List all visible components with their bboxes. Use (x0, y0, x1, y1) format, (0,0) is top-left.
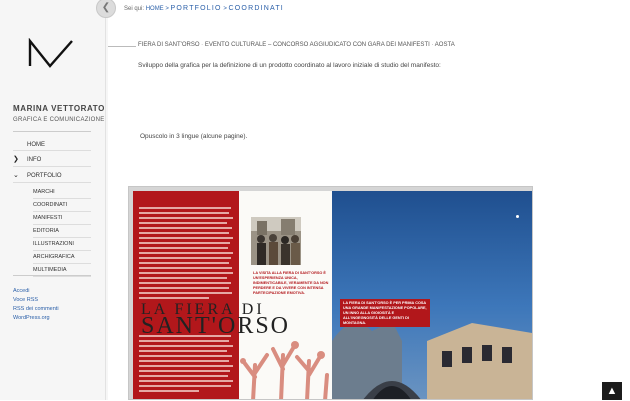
chevron-left-icon: ❮ (101, 2, 111, 13)
brand-divider (13, 131, 91, 132)
sidebar-divider (105, 0, 106, 400)
breadcrumb (124, 5, 284, 12)
image-caption: Opuscolo in 3 lingue (alcune pagine). (140, 133, 248, 140)
breadcrumb-prefix: Sei qui: (124, 6, 145, 12)
brochure-red-callout: LA FIERA DI SANT'ORSO È PER PRIMA COSA UNA GRANDE MANIFESTAZIONE POPOLARE, UN INNO ALLA GIOIOSITÀ E ALL'INGEGNOSITÀ DELLE GENTI DI MONTAGNA. (340, 299, 430, 327)
project-location: AOSTA (434, 42, 455, 48)
breadcrumb-separator: > (165, 6, 169, 12)
brochure-right-page (332, 191, 532, 400)
nav-sub-label: MARCHI (33, 189, 55, 195)
brochure-title-line2: SANT'ORSO (141, 313, 291, 339)
nav-item-label: INFO (27, 157, 42, 163)
breadcrumb-home[interactable]: HOME (145, 6, 164, 12)
moon-icon (516, 215, 519, 218)
body-text-block (139, 335, 233, 395)
project-header-rule (108, 46, 136, 47)
nav-sub-archigrafica[interactable] (33, 252, 91, 264)
wood-tools-illustration (233, 325, 332, 400)
nav-sub-manifesti[interactable] (33, 213, 91, 225)
breadcrumb-current: COORDINATI (228, 5, 284, 12)
nav-item-label: PORTFOLIO (27, 173, 62, 179)
scroll-to-top-button[interactable] (602, 382, 622, 400)
nav-sub-label: COORDINATI (33, 202, 68, 208)
project-category: EVENTO CULTURALE – CONCORSO AGGIUDICATO CON GARA DEI MANIFESTI (204, 42, 430, 48)
nav-sub-marchi[interactable] (33, 187, 91, 199)
brochure-caption: LA VISITA ALLA FIERA DI SANT'ORSO È UN'ESPERIENZA UNICA, INDIMENTICABILE, VERAMENTE DA NON PERDERE E DA VIVERE CON INTENSA PARTECIPAZIONE EMOTIVA. (253, 271, 329, 295)
nav-sub-illustrazioni[interactable] (33, 239, 91, 251)
brochure-spread-image[interactable] (128, 186, 533, 400)
arrow-up-icon: ▲ (606, 385, 618, 397)
nav-item-home[interactable] (13, 138, 91, 151)
rss-feed-link[interactable]: Voce RSS (13, 297, 39, 303)
mv-monogram-icon[interactable] (28, 38, 76, 68)
site-tagline: GRAFICA E COMUNICAZIONE (13, 117, 105, 123)
nav-sub-label: ILLUSTRAZIONI (33, 241, 74, 247)
breadcrumb-separator: > (223, 6, 227, 12)
brochure-title-line1: LA FIERA DI (141, 301, 265, 318)
nav-sub-label: EDITORIA (33, 228, 59, 234)
project-description: Sviluppo della grafica per la definizione di un prodotto coordinato al lavoro iniziale di studio del manifesto: (138, 62, 441, 69)
chevron-right-icon: ❯ (13, 156, 19, 163)
breadcrumb-portfolio[interactable]: PORTFOLIO (170, 5, 222, 12)
body-text-block (139, 207, 233, 302)
nav-sub-editoria[interactable] (33, 226, 91, 238)
meta-divider (13, 275, 91, 276)
project-header: FIERA DI SANT'ORSO · EVENTO CULTURALE – CONCORSO AGGIUDICATO CON GARA DEI MANIFESTI · AOSTA (138, 42, 455, 48)
nav-sub-coordinati[interactable] (33, 200, 91, 212)
nav-item-portfolio[interactable] (13, 170, 91, 183)
site-title[interactable]: MARINA VETTORATO (13, 104, 105, 113)
crowd-photo (251, 217, 301, 265)
login-link[interactable]: Accedi (13, 288, 30, 294)
project-title: FIERA DI SANT'ORSO (138, 42, 200, 48)
nav-item-info[interactable] (13, 154, 91, 167)
back-button[interactable] (96, 0, 116, 18)
wordpress-link[interactable]: WordPress.org (13, 315, 50, 321)
chevron-down-icon: ⌄ (13, 172, 19, 179)
nav-item-label: HOME (27, 142, 45, 148)
red-text-column (133, 191, 239, 400)
brochure-left-page (133, 191, 332, 400)
nav-sub-label: ARCHIGRAFICA (33, 254, 75, 260)
rss-comments-link[interactable]: RSS dei commenti (13, 306, 59, 312)
nav-sub-label: MANIFESTI (33, 215, 63, 221)
nav-sub-label: MULTIMEDIA (33, 267, 67, 273)
